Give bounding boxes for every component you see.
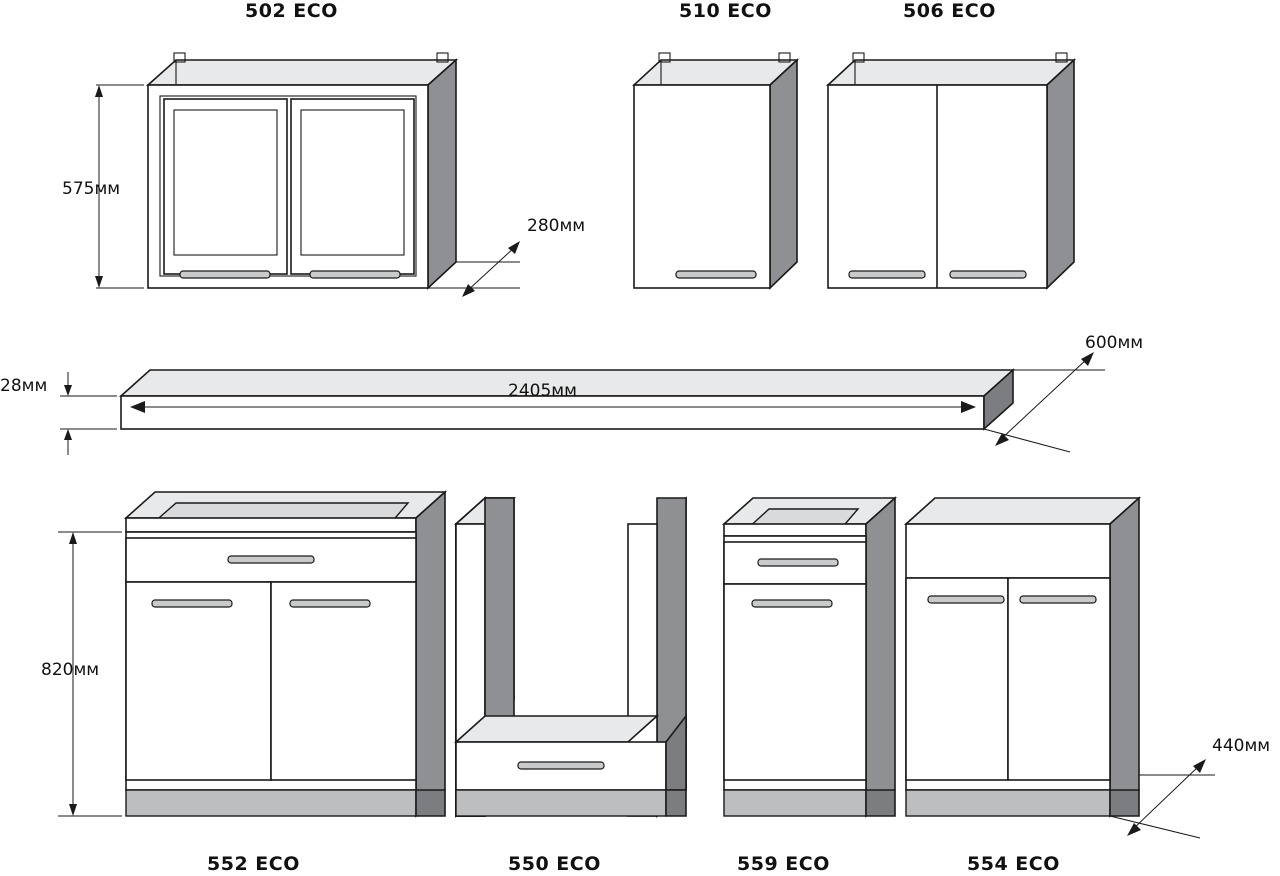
dimension-label-height-lower: 820мм	[41, 660, 100, 680]
label-559-eco: 559 ECO	[737, 853, 830, 875]
dimension-label-height-upper: 575мм	[62, 179, 121, 199]
cabinet-559-eco-drawing	[724, 498, 895, 816]
dimension-label-depth-lower: 440мм	[1212, 736, 1271, 756]
dimension-label-worktop-length: 2405мм	[508, 381, 577, 401]
label-510-eco: 510 ECO	[679, 0, 772, 22]
cabinet-510-eco-drawing	[634, 53, 797, 288]
label-554-eco: 554 ECO	[967, 853, 1060, 875]
cabinet-554-eco-drawing	[906, 498, 1139, 816]
label-550-eco: 550 ECO	[508, 853, 601, 875]
label-506-eco: 506 ECO	[903, 0, 996, 22]
cabinet-550-eco-drawing	[456, 498, 686, 816]
dimension-label-worktop-thickness: 28мм	[0, 376, 48, 396]
label-552-eco: 552 ECO	[207, 853, 300, 875]
worktop-drawing	[60, 352, 1105, 455]
cabinet-506-eco-drawing	[828, 53, 1074, 288]
cabinet-502-eco-drawing	[148, 53, 456, 288]
dimension-label-depth-upper: 280мм	[527, 216, 586, 236]
dimension-label-worktop-depth: 600мм	[1085, 333, 1144, 353]
label-502-eco: 502 ECO	[245, 0, 338, 22]
cabinet-552-eco-drawing	[126, 492, 445, 816]
